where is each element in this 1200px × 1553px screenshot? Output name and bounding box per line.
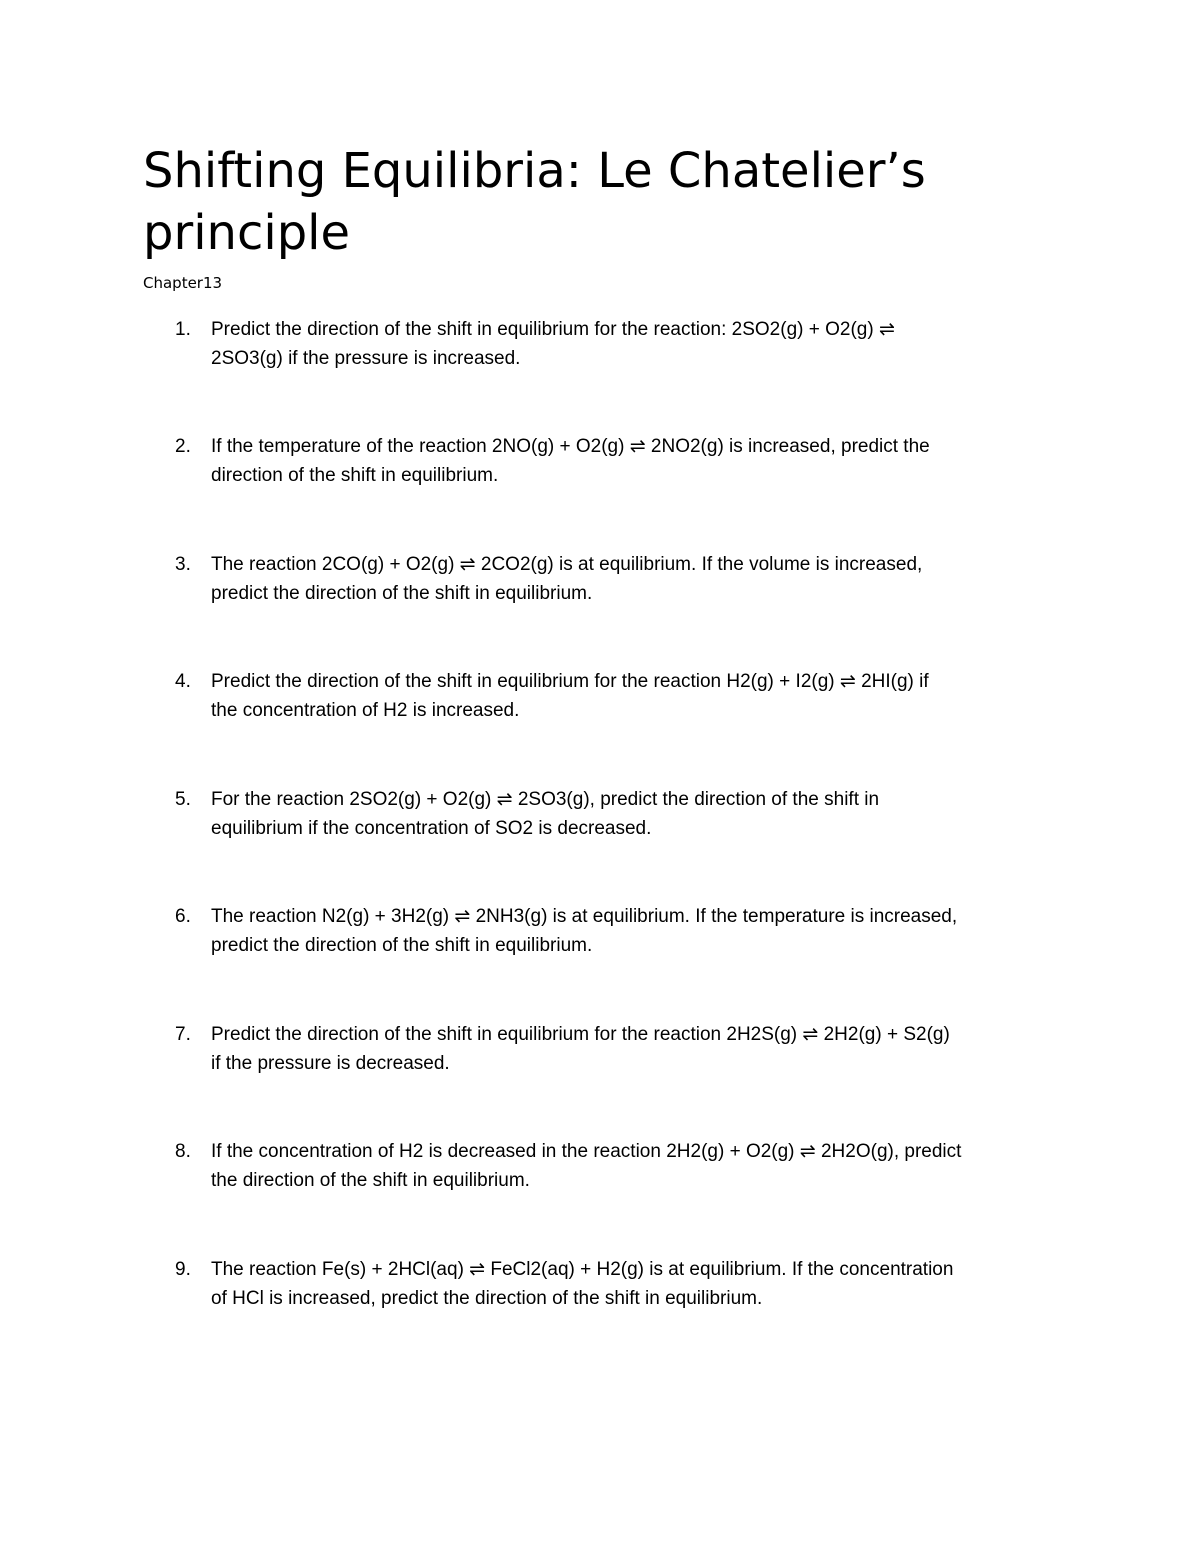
question-text bbox=[211, 1137, 1071, 1195]
question-line: Predict the direction of the shift in equilibrium for the reaction H2(g) + I2(g) ⇌ 2HI(g) if bbox=[211, 671, 929, 692]
question-line: If the concentration of H2 is decreased in the reaction 2H2(g) + O2(g) ⇌ 2H2O(g), predict bbox=[211, 1141, 962, 1162]
question-line: the direction of the shift in equilibrium. bbox=[211, 1170, 530, 1191]
title-line-1: Shifting Equilibria: Le Chatelier’s bbox=[143, 143, 926, 199]
question-number: 3. bbox=[175, 554, 191, 575]
question-line: equilibrium if the concentration of SO2 is decreased. bbox=[211, 818, 652, 839]
question-number: 1. bbox=[175, 319, 191, 340]
chapter-subtitle: Chapter13 bbox=[143, 274, 223, 292]
question-number: 8. bbox=[175, 1141, 191, 1162]
title-line-2: principle bbox=[143, 205, 351, 261]
question-text bbox=[211, 785, 1071, 843]
question-number: 2. bbox=[175, 436, 191, 457]
question-line: direction of the shift in equilibrium. bbox=[211, 465, 499, 486]
question-line: predict the direction of the shift in equilibrium. bbox=[211, 935, 593, 956]
question-line: Predict the direction of the shift in equilibrium for the reaction: 2SO2(g) + O2(g) ⇌ bbox=[211, 319, 895, 340]
question-line: For the reaction 2SO2(g) + O2(g) ⇌ 2SO3(g), predict the direction of the shift in bbox=[211, 789, 880, 810]
question-text bbox=[211, 667, 1071, 725]
question-number: 9. bbox=[175, 1259, 191, 1280]
page-title bbox=[143, 140, 1103, 264]
question-text bbox=[211, 550, 1071, 608]
question-text bbox=[211, 1020, 1071, 1078]
question-line: predict the direction of the shift in equilibrium. bbox=[211, 583, 593, 604]
question-number: 5. bbox=[175, 789, 191, 810]
question-text bbox=[211, 1255, 1071, 1313]
question-line: 2SO3(g) if the pressure is increased. bbox=[211, 348, 521, 369]
question-line: if the pressure is decreased. bbox=[211, 1053, 450, 1074]
question-line: The reaction 2CO(g) + O2(g) ⇌ 2CO2(g) is at equilibrium. If the volume is increased, bbox=[211, 554, 923, 575]
question-line: The reaction Fe(s) + 2HCl(aq) ⇌ FeCl2(aq) + H2(g) is at equilibrium. If the concentration bbox=[211, 1259, 954, 1280]
question-line: Predict the direction of the shift in equilibrium for the reaction 2H2S(g) ⇌ 2H2(g) + S2(g) bbox=[211, 1024, 950, 1045]
question-line: the concentration of H2 is increased. bbox=[211, 700, 520, 721]
question-number: 7. bbox=[175, 1024, 191, 1045]
question-text bbox=[211, 902, 1071, 960]
question-number: 4. bbox=[175, 671, 191, 692]
question-number: 6. bbox=[175, 906, 191, 927]
question-text bbox=[211, 315, 1071, 373]
question-line: of HCl is increased, predict the direction of the shift in equilibrium. bbox=[211, 1288, 763, 1309]
question-line: If the temperature of the reaction 2NO(g) + O2(g) ⇌ 2NO2(g) is increased, predict the bbox=[211, 436, 930, 457]
question-text bbox=[211, 432, 1071, 490]
question-line: The reaction N2(g) + 3H2(g) ⇌ 2NH3(g) is at equilibrium. If the temperature is increased, bbox=[211, 906, 958, 927]
